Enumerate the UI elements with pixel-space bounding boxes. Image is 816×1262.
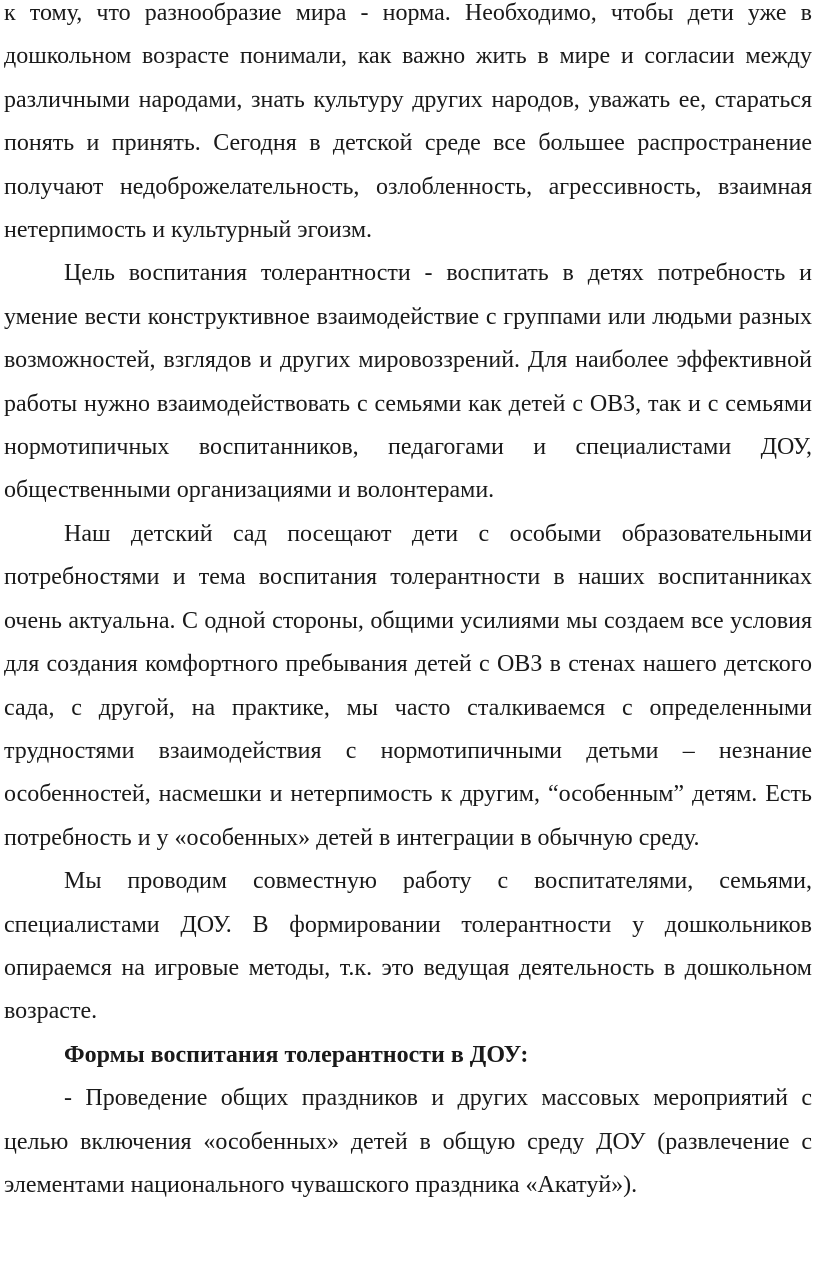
list-item: - Проведение общих праздников и других массовых мероприятий с целью включения «особенных» детей в общую среду ДОУ (развлечение с элементами национального чувашского праздника «Акатуй»).	[4, 1085, 812, 1198]
paragraph-continuation: к тому, что разнообразие мира - норма. Необходимо, чтобы дети уже в дошкольном возрасте понимали, как важно жить в мире и согласии между различными народами, знать культуру других народов, уважать ее, стараться понять и принять. Сегодня в детской среде все большее распространение получают недоброжелательность, озлобленность, агрессивность, взаимная нетерпимость и культурный эгоизм.	[4, 0, 812, 244]
paragraph-kindergarten: Наш детский сад посещают дети с особыми образовательными потребностями и тема воспитания толерантности в наших воспитанниках очень актуальна. С одной стороны, общими усилиями мы создаем все условия для создания комфортного пребывания детей с ОВЗ в стенах нашего детского сада, с другой, на практике, мы часто сталкиваемся с определенными трудностями взаимодействия с нормотипичными детьми – незнание особенностей, насмешки и нетерпимость к другим, “особенным” детям. Есть потребность и у «особенных» детей в интеграции в обычную среду.	[4, 520, 812, 851]
paragraph-joint-work: Мы проводим совместную работу с воспитателями, семьями, специалистами ДОУ. В формировании толерантности у дошкольников опираемся на игровые методы, т.к. это ведущая деятельность в дошкольном возрасте.	[4, 868, 812, 1025]
paragraph-goal: Цель воспитания толерантности - воспитать в детях потребность и умение вести конструктивное взаимодействие с группами или людьми разных возможностей, взглядов и других мировоззрений. Для наиболее эффективной работы нужно взаимодействовать с семьями как детей с ОВЗ, так и с семьями нормотипичных воспитанников, педагогами и специалистами ДОУ, общественными организациями и волонтерами.	[4, 260, 812, 504]
section-heading: Формы воспитания толерантности в ДОУ:	[64, 1041, 529, 1068]
